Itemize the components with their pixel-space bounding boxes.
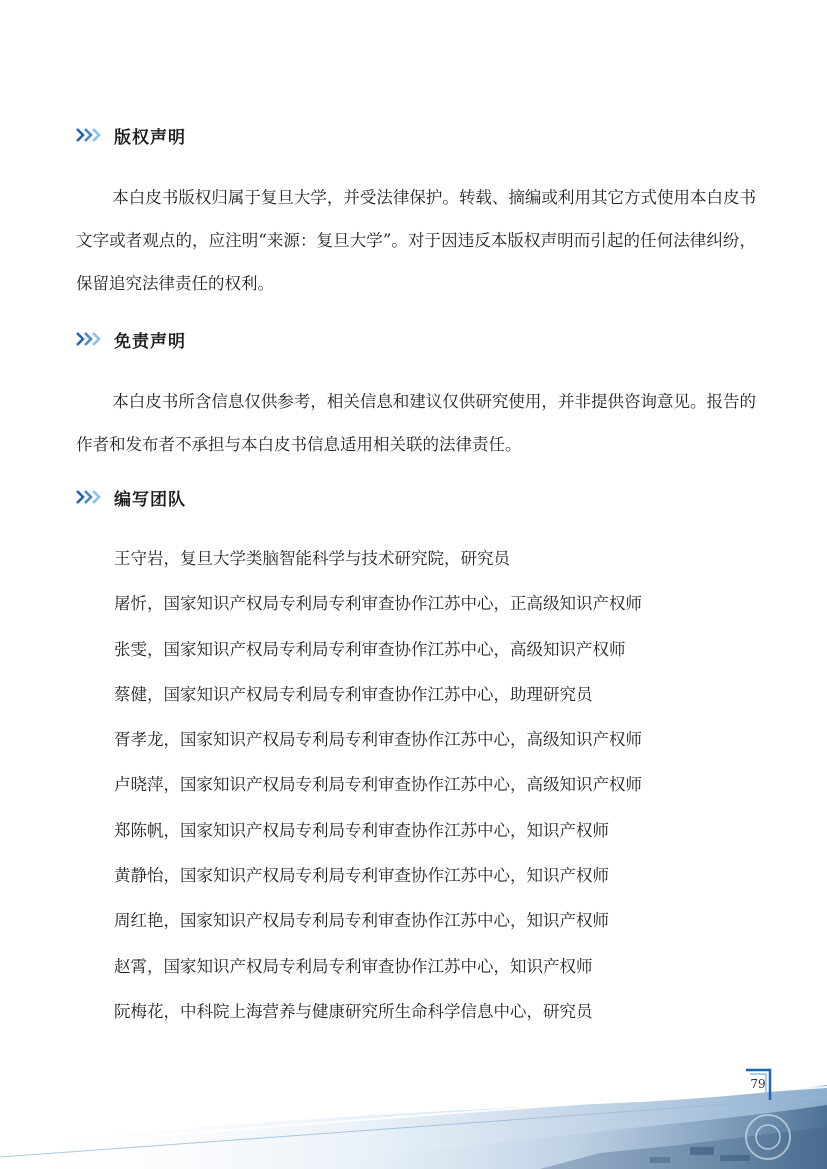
team-member: 赵霄，国家知识产权局专利局专利审查协作江苏中心，知识产权师	[114, 956, 593, 976]
page-number: 79	[750, 1077, 766, 1091]
disclaimer-section	[76, 324, 756, 466]
team-title: 编写团队	[114, 489, 186, 510]
team-member: 胥孝龙，国家知识产权局专利局专利审查协作江苏中心，高级知识产权师	[114, 730, 642, 750]
triple-chevron-icon	[76, 128, 100, 142]
copyright-section	[76, 120, 756, 305]
team-member: 郑陈帆，国家知识产权局专利局专利审查协作江苏中心，知识产权师	[114, 820, 609, 840]
team-member: 蔡健，国家知识产权局专利局专利审查协作江苏中心，助理研究员	[114, 684, 593, 704]
team-member: 黄静怡，国家知识产权局专利局专利审查协作江苏中心，知识产权师	[114, 866, 609, 886]
footer-decoration	[0, 1075, 827, 1169]
team-heading	[76, 482, 756, 512]
page-number-box	[744, 1068, 772, 1102]
team-member: 屠忻，国家知识产权局专利局专利审查协作江苏中心，正高级知识产权师	[114, 594, 642, 614]
disclaimer-body: 本白皮书所含信息仅供参考，相关信息和建议仅供研究使用，并非提供咨询意见。报告的作者和发布者不承担与本白皮书信息适用相关联的法律责任。	[76, 392, 756, 454]
team-member: 阮梅花，中科院上海营养与健康研究所生命科学信息中心，研究员	[114, 1001, 593, 1021]
team-member: 张雯，国家知识产权局专利局专利审查协作江苏中心，高级知识产权师	[114, 639, 626, 659]
team-member: 王守岩，复旦大学类脑智能科学与技术研究院，研究员	[114, 549, 510, 568]
team-member: 卢晓萍，国家知识产权局专利局专利审查协作江苏中心，高级知识产权师	[114, 775, 642, 795]
triple-chevron-icon	[76, 490, 100, 504]
copyright-body: 本白皮书版权归属于复旦大学，并受法律保护。转载、摘编或利用其它方式使用本白皮书文字或者观点的，应注明“来源：复旦大学”。对于因违反本版权声明而引起的任何法律纠纷，保留追究法律责任的权利。	[76, 188, 756, 293]
disclaimer-heading	[76, 324, 756, 354]
copyright-title: 版权声明	[114, 127, 186, 148]
triple-chevron-icon	[76, 332, 100, 346]
team-member-list	[76, 536, 756, 1034]
team-section	[76, 482, 756, 1034]
team-member: 周红艳，国家知识产权局专利局专利审查协作江苏中心，知识产权师	[114, 911, 609, 931]
copyright-heading	[76, 120, 756, 150]
disclaimer-title: 免责声明	[114, 331, 186, 352]
